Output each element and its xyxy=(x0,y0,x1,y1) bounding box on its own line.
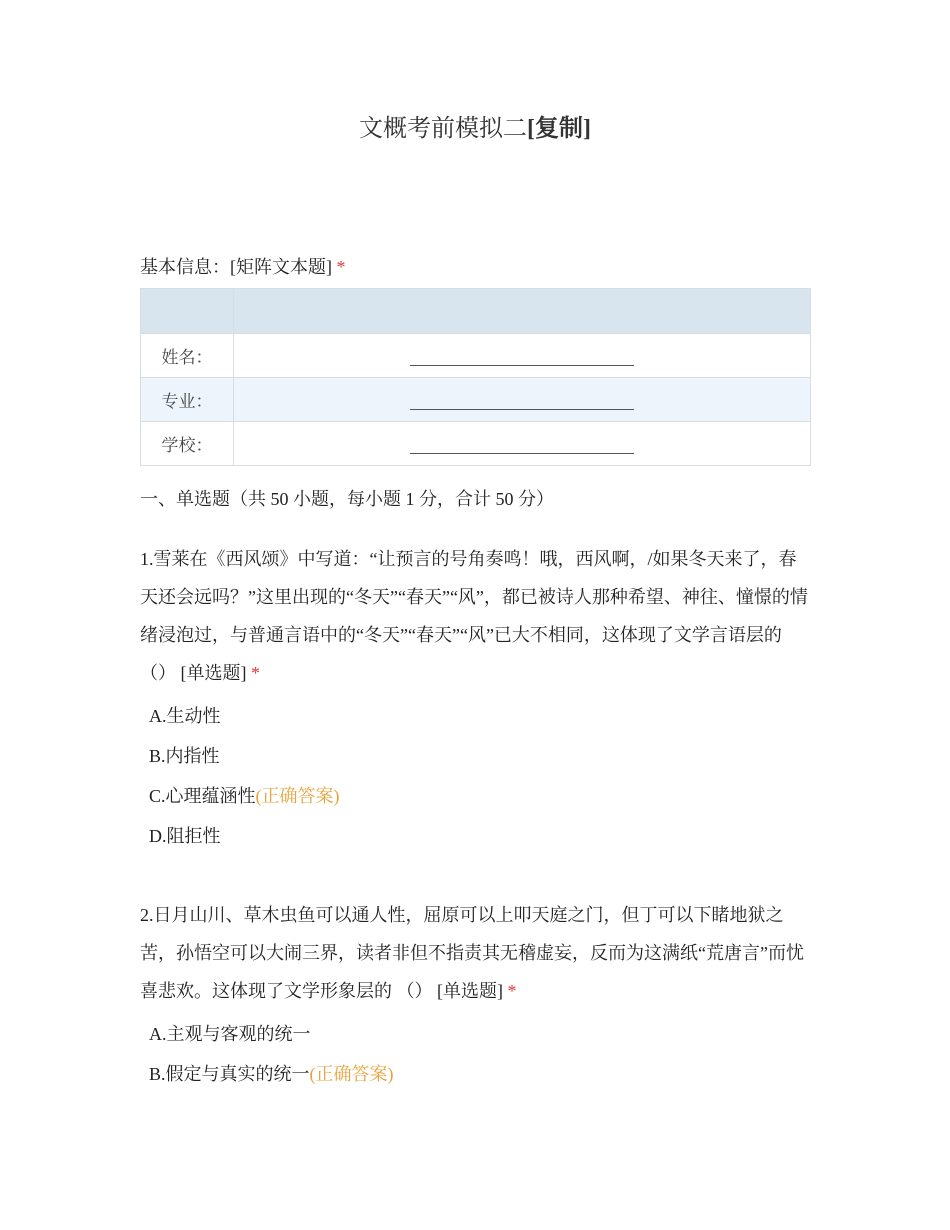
matrix-row-school xyxy=(141,422,811,466)
correct-answer-tag: (正确答案) xyxy=(309,1064,394,1084)
question-stem xyxy=(140,896,812,1010)
row-label: 学校： xyxy=(141,422,234,466)
major-input[interactable] xyxy=(410,391,634,410)
option-c[interactable] xyxy=(140,776,812,816)
question-stem xyxy=(140,540,812,692)
required-mark: * xyxy=(507,981,517,1001)
question-1 xyxy=(140,540,812,856)
option-text: C.心理蕴涵性 xyxy=(149,786,256,806)
matrix-row-name xyxy=(141,334,811,378)
row-label: 专业： xyxy=(141,378,234,422)
option-text: D.阻拒性 xyxy=(149,826,221,846)
section-title: 一、单选题（共 50 小题，每小题 1 分，合计 50 分） xyxy=(140,489,554,509)
question-2 xyxy=(140,896,812,1094)
question-text: 2.日月山川、草木虫鱼可以通人性，屈原可以上叩天庭之门，但丁可以下睹地狱之苦，孙悟空可以大闹三界，读者非但不指责其无稽虚妄，反而为这满纸“荒唐言”而忧喜悲欢。这体现了文学形象层的 （） [单选题] xyxy=(140,905,804,1001)
question-text: 1.雪莱在《西风颂》中写道：“让预言的号角奏鸣！哦，西风啊，/如果冬天来了，春天还会远吗？”这里出现的“冬天”“春天”“风”，都已被诗人那种希望、神往、憧憬的情绪浸泡过，与普通言语中的“冬天”“春天”“风”已大不相同，这体现了文学言语层的 （） [单选题] xyxy=(140,549,808,683)
row-label: 姓名： xyxy=(141,334,234,378)
school-input[interactable] xyxy=(410,435,634,454)
option-text: B.内指性 xyxy=(149,746,220,766)
basic-info-label xyxy=(140,248,346,286)
option-text: A.主观与客观的统一 xyxy=(149,1024,311,1044)
required-mark: * xyxy=(336,257,346,277)
option-a[interactable] xyxy=(140,1014,812,1054)
required-mark: * xyxy=(251,663,260,683)
option-text: B.假定与真实的统一 xyxy=(149,1064,310,1084)
matrix-header-row xyxy=(141,289,811,334)
school-input-cell xyxy=(234,422,811,466)
title-suffix: [复制] xyxy=(527,116,591,142)
matrix-row-major xyxy=(141,378,811,422)
correct-answer-tag: (正确答案) xyxy=(255,786,340,806)
options-list xyxy=(140,1014,812,1094)
name-input-cell xyxy=(234,334,811,378)
options-list xyxy=(140,696,812,856)
matrix-header-cell xyxy=(234,289,811,334)
option-a[interactable] xyxy=(140,696,812,736)
basic-info-text: 基本信息：[矩阵文本题] xyxy=(140,257,332,277)
option-b[interactable] xyxy=(140,1054,812,1094)
option-d[interactable] xyxy=(140,816,812,856)
option-text: A.生动性 xyxy=(149,706,221,726)
matrix-header-cell xyxy=(141,289,234,334)
title-main: 文概考前模拟二 xyxy=(359,116,527,142)
page-title xyxy=(0,108,950,143)
name-input[interactable] xyxy=(410,347,634,366)
major-input-cell xyxy=(234,378,811,422)
basic-info-matrix xyxy=(140,288,811,466)
option-b[interactable] xyxy=(140,736,812,776)
